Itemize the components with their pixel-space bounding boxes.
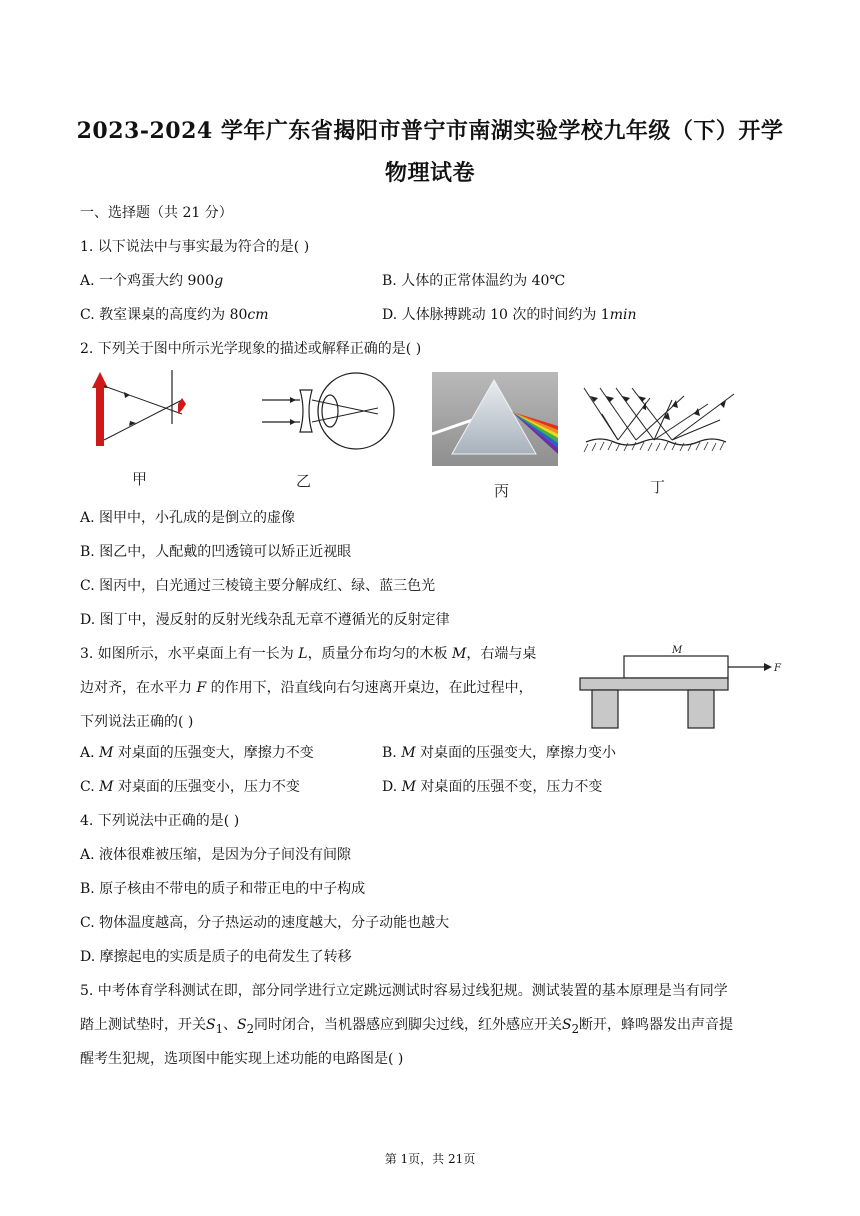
page-title-line2: 物理试卷 [384, 160, 475, 186]
question-3-stem-line3: 下列说法正确的( ) [80, 714, 194, 730]
pinhole-figure [78, 366, 208, 456]
question-4-option-d: D. 摩擦起电的实质是质子的电荷发生了转移 [80, 949, 352, 965]
diffuse-reflection-figure [580, 384, 740, 458]
question-4-option-a: A. 液体很难被压缩，是因为分子间没有间隙 [80, 847, 352, 863]
question-5-stem-line1: 5. 中考体育学科测试在即，部分同学进行立定跳远测试时容易过线犯规。测试装置的基本原理是当有同学 [80, 983, 728, 999]
board-table-figure [578, 640, 784, 732]
question-2-option-d: D. 图丁中，漫反射的反射光线杂乱无章不遵循光的反射定律 [80, 612, 450, 628]
question-3-option-d: D. M 对桌面的压强不变，压力不变 [382, 779, 603, 795]
prism-figure [432, 372, 558, 466]
page-footer: 第 1页，共 21页 [384, 1152, 476, 1166]
question-2-option-a: A. 图甲中，小孔成的是倒立的虚像 [80, 510, 296, 526]
question-3-stem-line2: 边对齐，在水平力 F 的作用下，沿直线向右匀速离开桌边，在此过程中， [80, 680, 533, 696]
question-3-option-a: A. M 对桌面的压强变大，摩擦力不变 [80, 745, 314, 761]
question-2-option-c: C. 图丙中，白光通过三棱镜主要分解成红、绿、蓝三色光 [80, 578, 436, 594]
upright-arrow-object [92, 372, 108, 446]
question-1-option-a: A. 一个鸡蛋大约 900g [80, 273, 224, 289]
question-3-stem-line1: 3. 如图所示，水平桌面上有一长为 L，质量分布均匀的木板 M，右端与桌 [80, 646, 537, 662]
question-1-option-b: B. 人体的正常体温约为 40℃ [382, 273, 566, 289]
question-1-option-d: D. 人体脉搏跳动 10 次的时间约为 1min [382, 307, 637, 323]
question-4-stem: 4. 下列说法中正确的是( ) [80, 813, 240, 829]
figure-label-bing: 丙 [494, 482, 510, 500]
inverted-image [178, 398, 186, 414]
question-2-stem: 2. 下列关于图中所示光学现象的描述或解释正确的是( ) [80, 341, 422, 357]
question-3-option-b: B. M 对桌面的压强变大，摩擦力变小 [382, 745, 616, 761]
section-heading: 一、选择题（共 21 分） [80, 205, 233, 221]
force-label: F [774, 663, 781, 674]
question-2-option-b: B. 图乙中，人配戴的凹透镜可以矫正近视眼 [80, 544, 352, 560]
board-label: M [672, 645, 683, 656]
table-leg-left [592, 690, 618, 728]
page-title: 2023-2024 学年广东省揭阳市普宁市南湖实验学校九年级（下）开学 [76, 118, 784, 144]
concave-lens [300, 390, 312, 432]
question-1-stem: 1. 以下说法中与事实最为符合的是( ) [80, 239, 310, 255]
figure-label-ding: 丁 [650, 478, 666, 496]
question-1-option-c: C. 教室课桌的高度约为 80cm [80, 307, 269, 323]
table-leg-right [688, 690, 714, 728]
question-5-stem-line3: 醒考生犯规，选项图中能实现上述功能的电路图是( ) [80, 1051, 404, 1067]
question-3-option-c: C. M 对桌面的压强变小，压力不变 [80, 779, 300, 795]
figure-label-jia: 甲 [132, 470, 148, 488]
figure-label-yi: 乙 [296, 472, 312, 490]
tabletop [580, 678, 728, 690]
question-4-option-b: B. 原子核由不带电的质子和带正电的中子构成 [80, 881, 366, 897]
question-4-option-c: C. 物体温度越高，分子热运动的速度越大，分子动能也越大 [80, 915, 450, 931]
question-5-stem-line2: 踏上测试垫时，开关$S_1$、$S_2$同时闭合，当机器感应到脚尖过线，红外感应开关$S_2$断开，蜂鸣器发出声音提 [80, 1017, 734, 1036]
board-m [624, 656, 728, 678]
eye-lens-figure [260, 370, 400, 460]
